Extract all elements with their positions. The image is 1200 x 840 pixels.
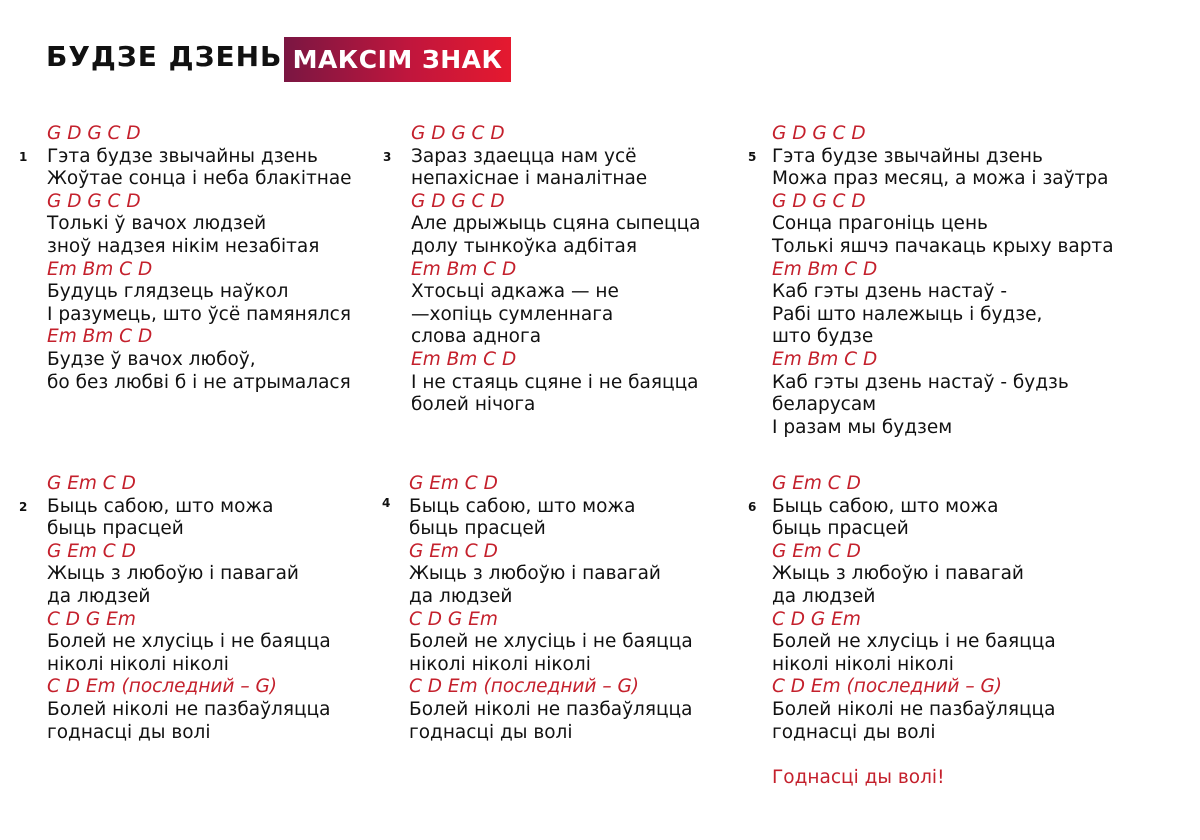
finale-line: Годнасці ды волі! — [772, 767, 945, 788]
lyric-line: Будуць глядзець наўкол — [47, 281, 289, 303]
verse-number: 5 — [748, 150, 757, 164]
lyric-line: Жыць з любоўю і павагай — [409, 563, 661, 585]
lyric-line: болей нічога — [411, 394, 536, 416]
chord-line: Em Bm C D — [772, 348, 878, 370]
lyric-line: Каб гэты дзень настаў - будзь — [772, 371, 1069, 393]
verse-number: 2 — [19, 500, 28, 514]
lyric-line: да людзей — [409, 585, 513, 607]
chord-line: G Em C D — [409, 540, 498, 562]
lyric-line: Болей ніколі не пазбаўляцца — [772, 698, 1056, 720]
chord-line: G Em C D — [772, 473, 861, 494]
lyric-line: да людзей — [772, 585, 876, 607]
chord-line: Em Bm C D — [772, 258, 878, 280]
chord-line: G Em C D — [47, 473, 136, 494]
chord-line: Em Bm C D — [411, 348, 517, 370]
lyric-line: Болей ніколі не пазбаўляцца — [409, 698, 693, 720]
chord-line: G D G C D — [47, 123, 141, 144]
lyric-line: Болей не хлусіць і не баяцца — [47, 631, 331, 653]
chord-line: G D G C D — [772, 123, 866, 144]
lyric-line: І разумець, што ўсё памянялся — [47, 303, 351, 325]
lyric-line: быць прасцей — [409, 518, 546, 540]
song-title: БУДЗЕ ДЗЕНЬ — [46, 40, 283, 73]
chord-line: C D G Em — [47, 608, 136, 630]
verse-1 — [19, 123, 352, 394]
lyric-line: долу тынкоўка адбітая — [411, 235, 637, 257]
chord-line: C D Em (последний – G) — [772, 676, 1003, 698]
lyric-line: Але дрыжыць сцяна сыпецца — [411, 213, 701, 235]
lyric-line: годнасці ды волі — [772, 721, 936, 743]
verse-4 — [382, 473, 693, 744]
chord-line: G D G C D — [411, 123, 505, 144]
lyric-line: Сонца прагоніць цень — [772, 213, 988, 235]
lyric-line: непахіснае і маналітнае — [411, 168, 648, 190]
chord-line: G D G C D — [47, 190, 141, 212]
lyric-line: што будзе — [772, 326, 874, 348]
lyric-line: І разам мы будзем — [772, 416, 953, 438]
lyric-line: Жыць з любоўю і павагай — [47, 563, 299, 585]
chord-line: C D G Em — [772, 608, 861, 630]
lyric-line: слова аднога — [411, 326, 542, 348]
verse-number: 1 — [19, 150, 28, 164]
verse-number: 4 — [382, 496, 391, 510]
lyric-line: —хопіць сумленнага — [411, 303, 614, 325]
lyric-line: зноў надзея нікім незабітая — [47, 235, 320, 257]
lyric-line: Хтосьці адкажа — не — [411, 281, 619, 303]
chord-line: G D G C D — [772, 190, 866, 212]
lyric-line: бо без любві б і не атрымалася — [47, 371, 351, 393]
chord-line: C D Em (последний – G) — [409, 676, 640, 698]
chord-line: Em Bm C D — [47, 326, 153, 348]
lyric-line: ніколі ніколі ніколі — [47, 653, 229, 675]
lyric-line: Каб гэты дзень настаў - — [772, 281, 1008, 303]
lyric-line: Можа праз месяц, а можа і заўтра — [772, 168, 1109, 190]
artist-name: МАКСІМ ЗНАК — [292, 45, 503, 74]
lyric-line: беларусам — [772, 394, 877, 416]
lyric-line: ніколі ніколі ніколі — [772, 653, 954, 675]
lyric-line: Жоўтае сонца і неба блакітнае — [47, 168, 352, 190]
lyric-line: Болей ніколі не пазбаўляцца — [47, 698, 331, 720]
verse-number: 6 — [748, 500, 757, 514]
lyric-line: Быць сабою, што можа — [772, 495, 999, 517]
verse-5 — [748, 123, 1114, 439]
verse-6 — [748, 473, 1056, 744]
chord-line: G Em C D — [47, 540, 136, 562]
chord-line: C D G Em — [409, 608, 498, 630]
verse-2 — [19, 473, 331, 744]
lyric-line: Толькі яшчэ пачакаць крыху варта — [772, 235, 1114, 257]
lyric-line: быць прасцей — [772, 518, 909, 540]
chord-line: Em Bm C D — [47, 258, 153, 280]
lyric-line: Быць сабою, што можа — [409, 495, 636, 517]
lyric-line: Гэта будзе звычайны дзень — [47, 145, 318, 167]
lyric-line: Рабі што належыць і будзе, — [772, 303, 1043, 325]
lyric-line: Быць сабою, што можа — [47, 495, 274, 517]
artist-badge — [284, 37, 511, 82]
lyric-line: І не стаяць сцяне і не баяцца — [411, 371, 699, 393]
lyric-line: Зараз здаецца нам усё — [411, 145, 637, 167]
lyric-line: годнасці ды волі — [47, 721, 211, 743]
lyric-line: годнасці ды волі — [409, 721, 573, 743]
chord-line: C D Em (последний – G) — [47, 676, 278, 698]
lyric-line: Жыць з любоўю і павагай — [772, 563, 1024, 585]
lyric-line: да людзей — [47, 585, 151, 607]
lyric-line: Толькі ў вачох людзей — [47, 213, 267, 235]
chord-line: G Em C D — [772, 540, 861, 562]
lyric-line: Болей не хлусіць і не баяцца — [409, 631, 693, 653]
lyric-line: Болей не хлусіць і не баяцца — [772, 631, 1056, 653]
chord-line: G D G C D — [411, 190, 505, 212]
verse-number: 3 — [383, 150, 392, 164]
lyric-line: ніколі ніколі ніколі — [409, 653, 591, 675]
lyric-line: Гэта будзе звычайны дзень — [772, 145, 1043, 167]
verse-3 — [383, 123, 701, 417]
chord-line: G Em C D — [409, 473, 498, 494]
chord-line: Em Bm C D — [411, 258, 517, 280]
lyric-line: Будзе ў вачох любоў, — [47, 348, 256, 370]
lyric-line: быць прасцей — [47, 518, 184, 540]
